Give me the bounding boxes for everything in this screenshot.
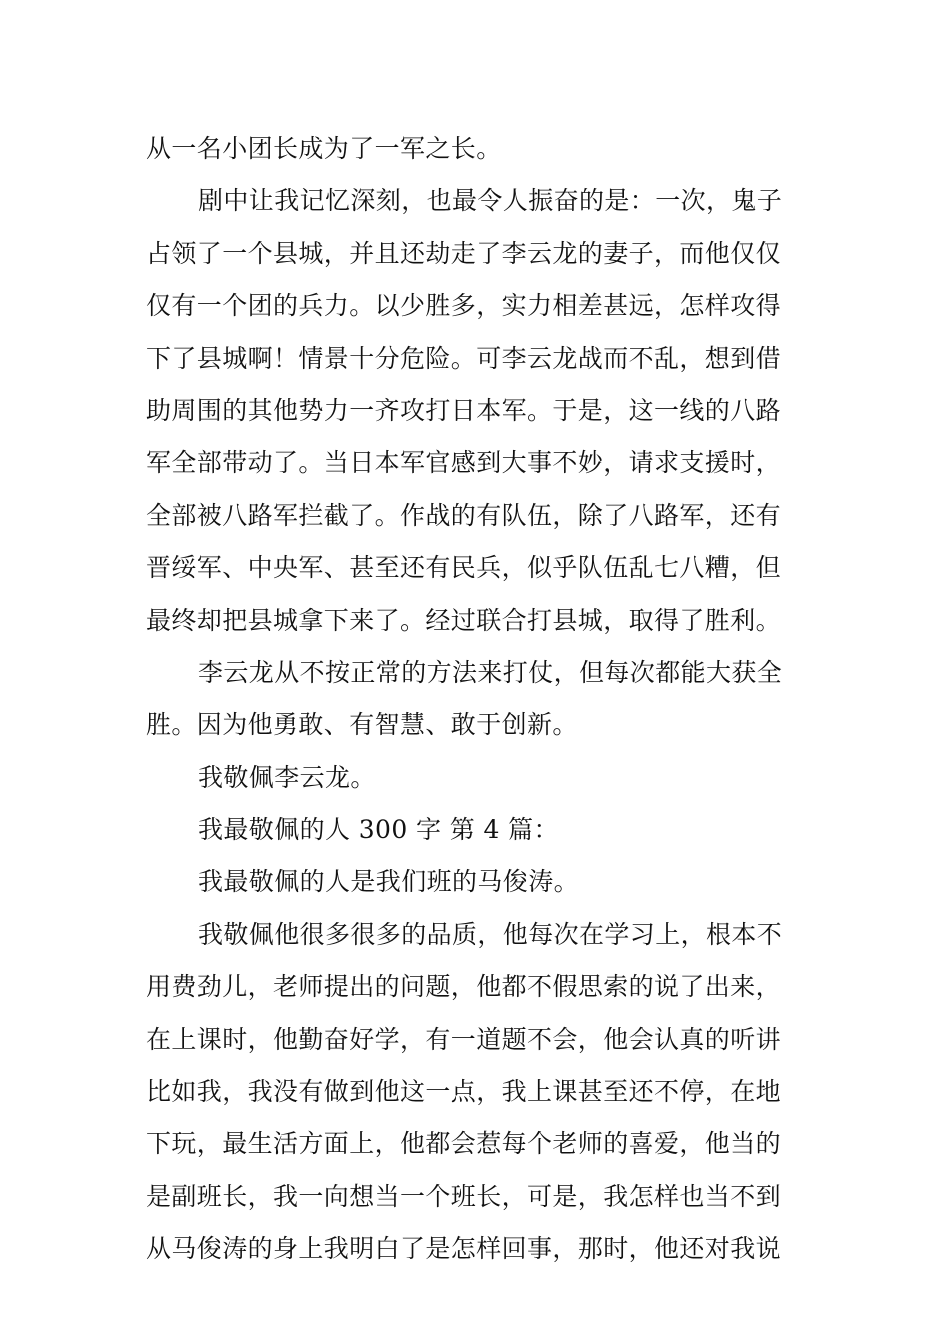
text-line: 仅有一个团的兵力。以少胜多，实力相差甚远，怎样攻得 <box>146 291 782 321</box>
text-line: 从马俊涛的身上我明白了是怎样回事，那时，他还对我说 <box>146 1234 782 1264</box>
text-line: 下了县城啊！情景十分危险。可李云龙战而不乱，想到借 <box>146 343 782 373</box>
text-line: 从一名小团长成为了一军之长。 <box>146 134 502 163</box>
text-line: 最终却把县城拿下来了。经过联合打县城，取得了胜利。 <box>146 605 782 635</box>
document-body <box>146 123 810 1276</box>
text-line: 下玩，最生活方面上，他都会惹每个老师的喜爱，他当的 <box>146 1129 782 1159</box>
text-line: 全部被八路军拦截了。作战的有队伍，除了八路军，还有 <box>146 500 782 530</box>
section-heading: 我最敬佩的人 300 字 第 4 篇： <box>198 815 559 845</box>
paragraph-start-line: 剧中让我记忆深刻，也最令人振奋的是：一次，鬼子 <box>198 186 783 216</box>
paragraph-start-line: 李云龙从不按正常的方法来打仗，但每次都能大获全 <box>198 657 783 687</box>
paragraph-start-line: 我最敬佩的人是我们班的马俊涛。 <box>198 867 580 897</box>
text-line: 比如我，我没有做到他这一点，我上课甚至还不停，在地 <box>146 1077 782 1107</box>
text-line: 在上课时，他勤奋好学，有一道题不会，他会认真的听讲 <box>146 1024 782 1054</box>
paragraph-start-line: 我敬佩李云龙。 <box>198 762 376 792</box>
paragraph-start-line: 我敬佩他很多很多的品质，他每次在学习上，根本不 <box>198 919 783 949</box>
text-line: 是副班长，我一向想当一个班长，可是，我怎样也当不到 <box>146 1181 782 1211</box>
text-line: 胜。因为他勇敢、有智慧、敢于创新。 <box>146 710 578 740</box>
text-line: 助周围的其他势力一齐攻打日本军。于是，这一线的八路 <box>146 395 782 425</box>
text-line: 军全部带动了。当日本军官感到大事不妙，请求支援时， <box>146 448 782 478</box>
text-line: 占领了一个县城，并且还劫走了李云龙的妻子，而他仅仅 <box>146 238 782 268</box>
text-line: 晋绥军、中央军、甚至还有民兵，似乎队伍乱七八糟，但 <box>146 553 782 583</box>
text-line: 用费劲儿，老师提出的问题，他都不假思索的说了出来， <box>146 972 782 1002</box>
